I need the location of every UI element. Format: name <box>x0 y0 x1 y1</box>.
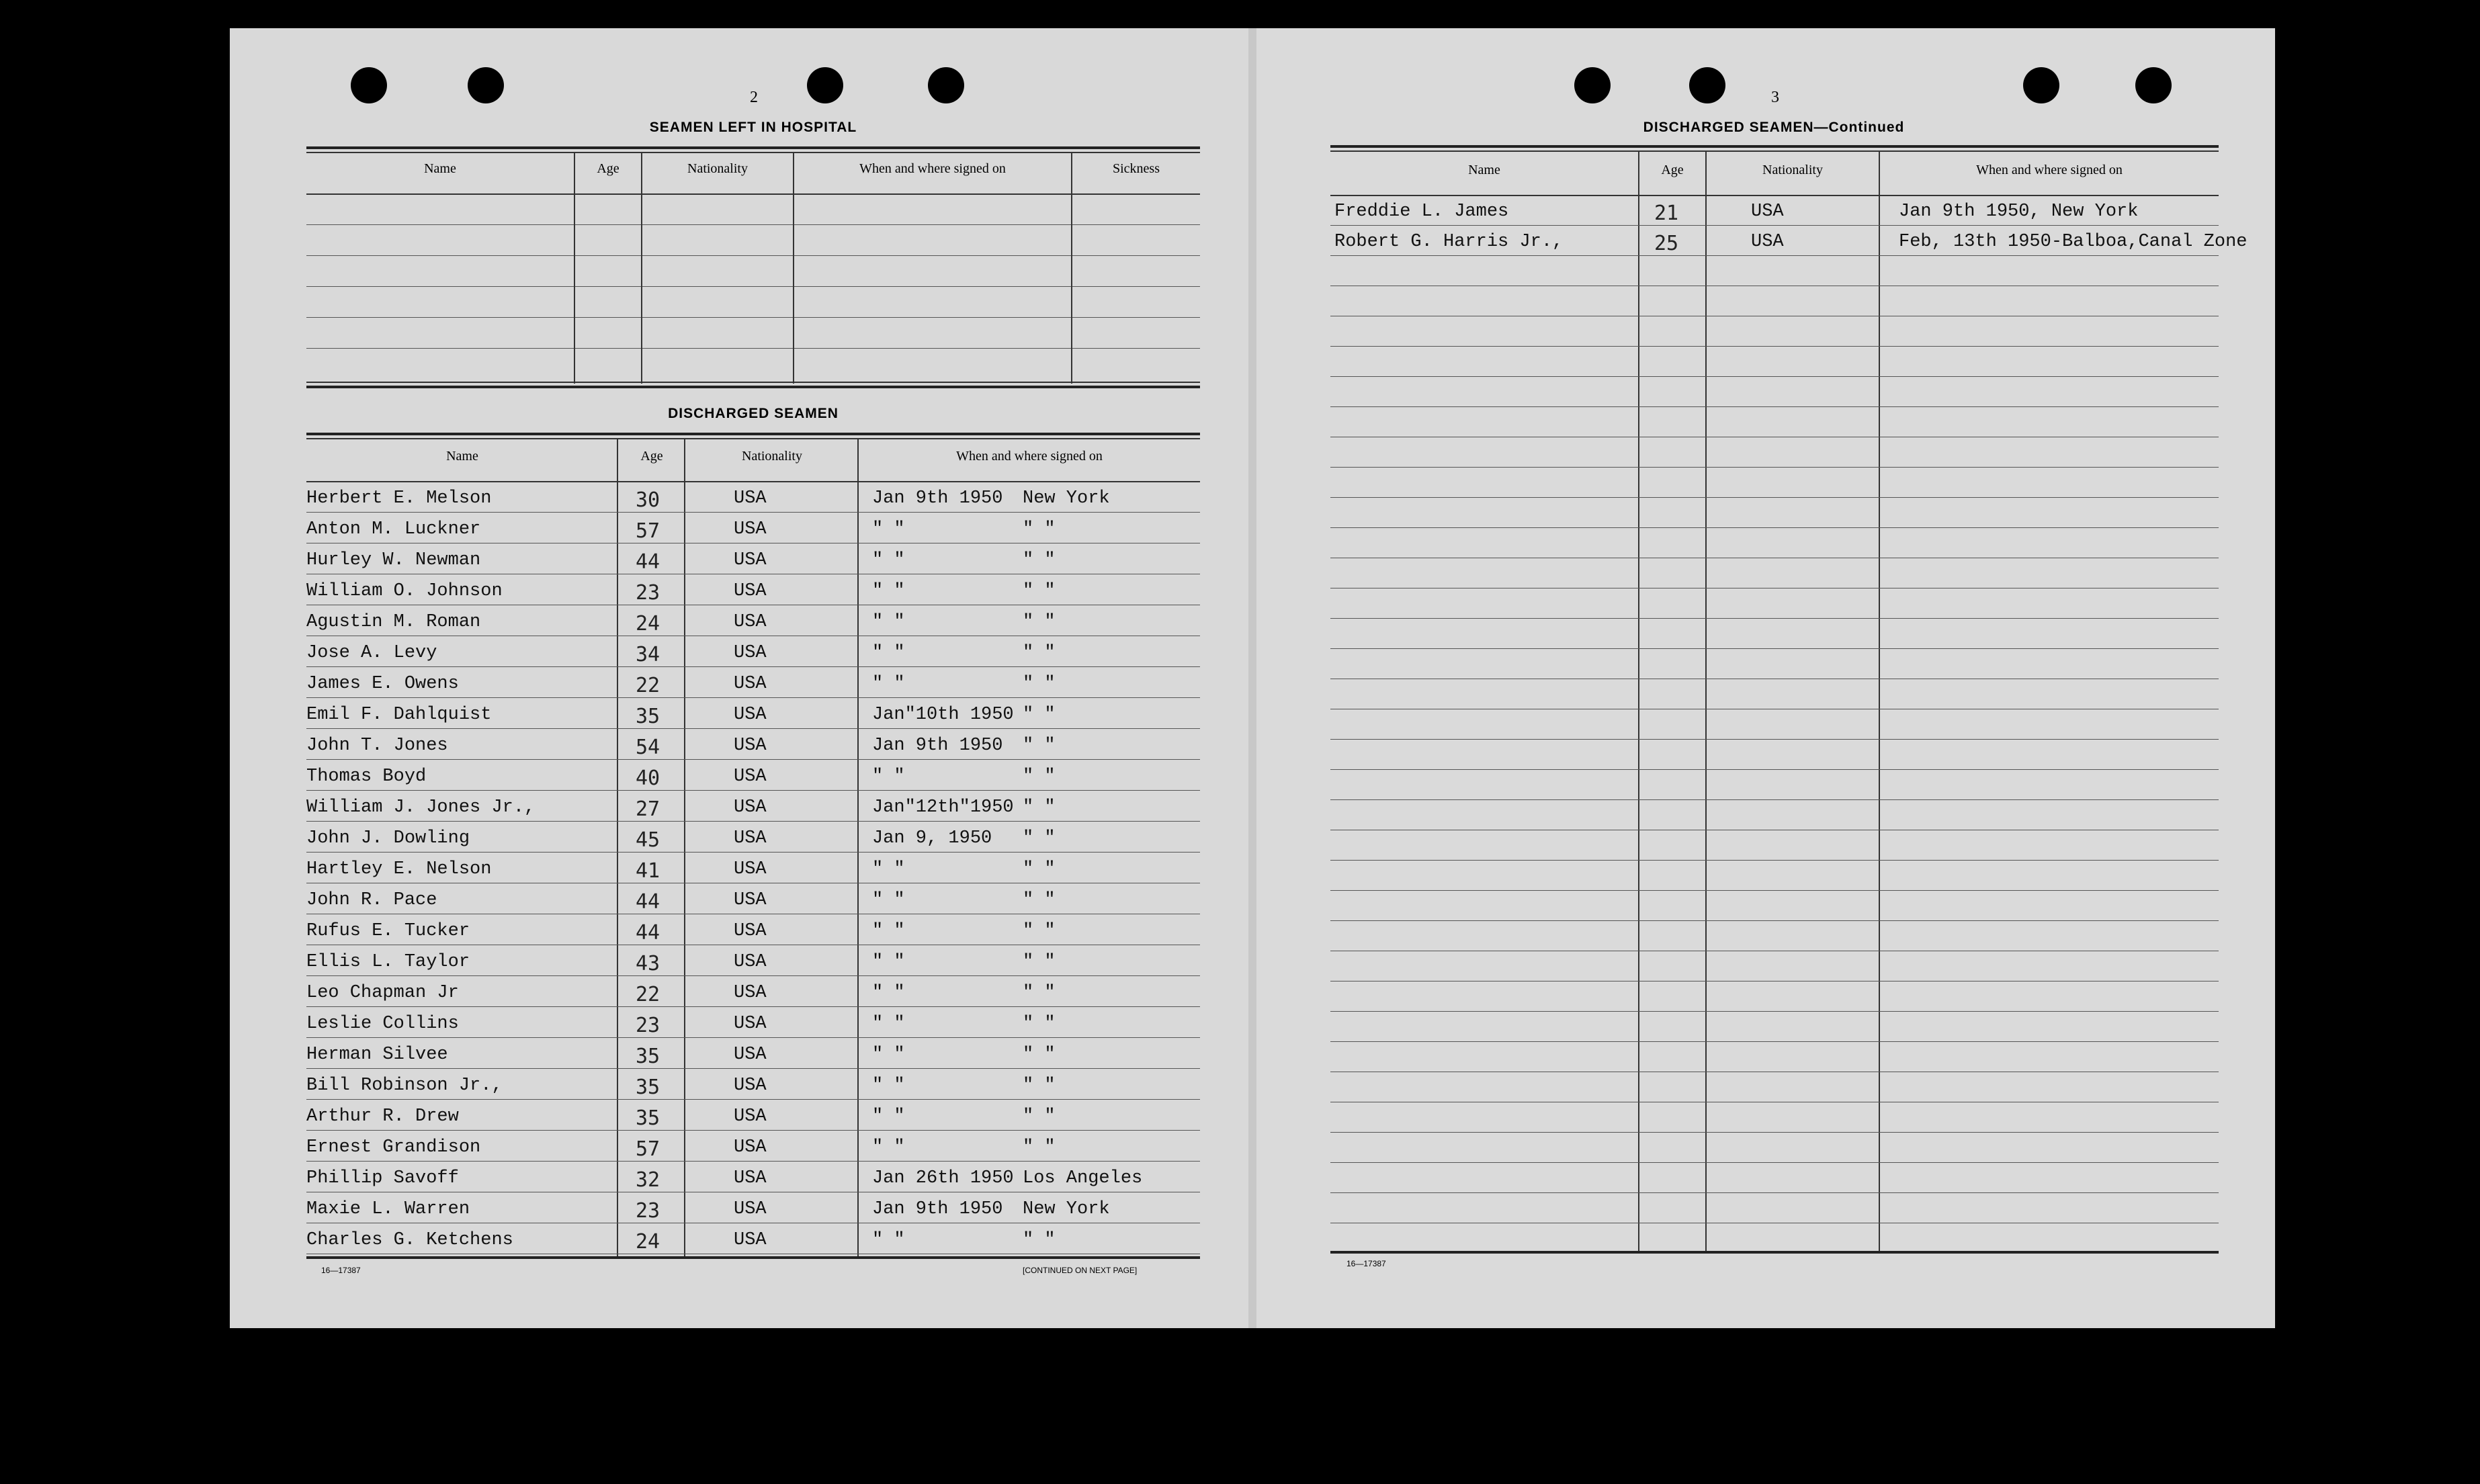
seaman-age: 35 <box>636 1106 660 1130</box>
signed-on-place: " " <box>1023 952 1056 972</box>
seaman-name: John R. Pace <box>306 890 437 910</box>
seaman-age: 22 <box>636 983 660 1006</box>
seaman-name: Robert G. Harris Jr., <box>1334 232 1564 252</box>
continued-col-signed-on: When and where signed on <box>1976 163 2123 177</box>
signed-on-place: " " <box>1023 890 1056 910</box>
seaman-name: Emil F. Dahlquist <box>306 705 492 725</box>
rule <box>306 382 1200 383</box>
hospital-section-title: SEAMEN LEFT IN HOSPITAL <box>649 120 857 135</box>
discharged-section-title: DISCHARGED SEAMEN <box>668 406 839 421</box>
seaman-age: 24 <box>636 612 660 636</box>
signed-on-date: Jan 26th 1950 <box>872 1168 1014 1188</box>
seaman-age: 35 <box>636 1045 660 1068</box>
seaman-age: 23 <box>636 1014 660 1037</box>
punch-hole <box>2135 67 2172 103</box>
signed-on-place: " " <box>1023 1137 1056 1158</box>
rule <box>306 152 1200 153</box>
seaman-age: 32 <box>636 1168 660 1192</box>
seaman-name: John T. Jones <box>306 736 448 756</box>
table-row-line <box>1330 920 2219 921</box>
table-row-line <box>306 821 1200 822</box>
seaman-name: Bill Robinson Jr., <box>306 1076 503 1096</box>
form-number: 16—17387 <box>321 1266 361 1275</box>
seaman-name: Thomas Boyd <box>306 767 427 787</box>
signed-on-place: " " <box>1023 612 1056 632</box>
signed-on-date: Jan"10th 1950 <box>872 705 1014 725</box>
signed-on-date: " " <box>872 519 905 539</box>
signed-on-place: Los Angeles <box>1023 1168 1143 1188</box>
seaman-name: Agustin M. Roman <box>306 612 481 632</box>
signed-on-date: Jan"12th"1950 <box>872 797 1014 818</box>
seaman-age: 57 <box>636 519 660 543</box>
rule <box>306 193 1200 195</box>
col-divider <box>641 152 642 384</box>
seaman-name: William J. Jones Jr., <box>306 797 536 818</box>
signed-on-date: Jan 9, 1950 <box>872 828 992 848</box>
punch-hole <box>468 67 504 103</box>
signed-on-place: " " <box>1023 921 1056 941</box>
seaman-name: Herbert E. Melson <box>306 488 492 509</box>
seaman-nationality: USA <box>734 581 767 601</box>
seaman-nationality: USA <box>734 797 767 818</box>
seaman-nationality: USA <box>734 859 767 879</box>
seaman-name: Phillip Savoff <box>306 1168 459 1188</box>
continued-col-name: Name <box>1468 163 1500 177</box>
table-row-line <box>1330 406 2219 407</box>
seaman-nationality: USA <box>734 1199 767 1219</box>
table-row-line <box>306 1130 1200 1131</box>
hospital-col-nationality: Nationality <box>687 161 748 176</box>
seaman-nationality: USA <box>734 1230 767 1250</box>
table-row-line <box>306 666 1200 667</box>
table-row-line <box>1330 648 2219 649</box>
seaman-name: James E. Owens <box>306 674 459 694</box>
rule <box>306 433 1200 435</box>
signed-on-date: Jan 9th 1950 <box>872 488 1003 509</box>
seaman-nationality: USA <box>734 1045 767 1065</box>
signed-on: Feb, 13th 1950-Balboa,Canal Zone <box>1899 232 2248 252</box>
seaman-nationality: USA <box>734 1106 767 1127</box>
table-row-line <box>306 1006 1200 1007</box>
seaman-nationality: USA <box>734 921 767 941</box>
seaman-name: Freddie L. James <box>1334 202 1509 222</box>
seaman-age: 54 <box>636 736 660 759</box>
signed-on-place: " " <box>1023 674 1056 694</box>
signed-on-date: " " <box>872 1045 905 1065</box>
signed-on-date: " " <box>872 890 905 910</box>
signed-on-place: " " <box>1023 581 1056 601</box>
col-divider <box>1071 152 1072 384</box>
table-row-line <box>306 1068 1200 1069</box>
hospital-col-age: Age <box>597 161 619 176</box>
table-row-line <box>306 1161 1200 1162</box>
seaman-name: Ellis L. Taylor <box>306 952 470 972</box>
seaman-nationality: USA <box>734 705 767 725</box>
form-number: 16—17387 <box>1346 1259 1386 1268</box>
seaman-nationality: USA <box>734 983 767 1003</box>
rule <box>1330 195 2219 196</box>
signed-on-date: " " <box>872 674 905 694</box>
table-row-line <box>306 317 1200 318</box>
seaman-name: Maxie L. Warren <box>306 1199 470 1219</box>
signed-on-place: " " <box>1023 1106 1056 1127</box>
rule <box>306 481 1200 482</box>
punch-hole <box>1689 67 1725 103</box>
signed-on-place: " " <box>1023 1014 1056 1034</box>
rule <box>306 1256 1200 1259</box>
signed-on-date: " " <box>872 1014 905 1034</box>
signed-on-place: " " <box>1023 705 1056 725</box>
table-row-line <box>1330 739 2219 740</box>
seaman-name: Anton M. Luckner <box>306 519 481 539</box>
seaman-nationality: USA <box>734 1076 767 1096</box>
rule <box>1330 145 2219 148</box>
discharged-col-nationality: Nationality <box>742 449 802 464</box>
signed-on-place: " " <box>1023 1045 1056 1065</box>
seaman-name: Herman Silvee <box>306 1045 448 1065</box>
seaman-nationality: USA <box>734 674 767 694</box>
punch-hole <box>807 67 843 103</box>
signed-on-date: " " <box>872 1076 905 1096</box>
table-row-line <box>1330 1162 2219 1163</box>
table-row-line <box>306 759 1200 760</box>
seaman-age: 44 <box>636 890 660 914</box>
seaman-age: 27 <box>636 797 660 821</box>
seaman-name: Jose A. Levy <box>306 643 437 663</box>
signed-on-date: " " <box>872 581 905 601</box>
seaman-age: 23 <box>636 581 660 605</box>
rule <box>306 386 1200 388</box>
hospital-col-sickness: Sickness <box>1113 161 1160 176</box>
signed-on-date: " " <box>872 767 905 787</box>
table-row-line <box>1330 497 2219 498</box>
seaman-nationality: USA <box>734 767 767 787</box>
seaman-nationality: USA <box>734 736 767 756</box>
rule <box>1330 150 2219 152</box>
seaman-age: 41 <box>636 859 660 883</box>
seaman-nationality: USA <box>734 1137 767 1158</box>
punch-hole <box>928 67 964 103</box>
seaman-name: Leslie Collins <box>306 1014 459 1034</box>
signed-on-place: " " <box>1023 736 1056 756</box>
seaman-age: 35 <box>636 1076 660 1099</box>
table-row-line <box>306 728 1200 729</box>
signed-on-place: " " <box>1023 550 1056 570</box>
continued-col-nationality: Nationality <box>1762 163 1823 177</box>
col-divider <box>684 438 685 1259</box>
signed-on-date: " " <box>872 1230 905 1250</box>
table-row-line <box>1330 255 2219 256</box>
discharged-col-name: Name <box>446 449 478 464</box>
seaman-nationality: USA <box>734 519 767 539</box>
table-row-line <box>306 286 1200 287</box>
signed-on-date: " " <box>872 1137 905 1158</box>
table-row-line <box>306 348 1200 349</box>
table-row-line <box>1330 799 2219 800</box>
col-divider <box>857 438 859 1259</box>
page-number: 2 <box>750 89 758 106</box>
seaman-age: 30 <box>636 488 660 512</box>
seaman-age: 22 <box>636 674 660 697</box>
seaman-age: 34 <box>636 643 660 666</box>
signed-on-place: " " <box>1023 643 1056 663</box>
hospital-col-name: Name <box>424 161 456 176</box>
table-row-line <box>1330 618 2219 619</box>
table-row-line <box>1330 376 2219 377</box>
signed-on-date: " " <box>872 1106 905 1127</box>
seaman-nationality: USA <box>1751 202 1784 222</box>
seaman-age: 57 <box>636 1137 660 1161</box>
seaman-nationality: USA <box>734 952 767 972</box>
table-row-line <box>306 790 1200 791</box>
signed-on-place: " " <box>1023 859 1056 879</box>
seaman-age: 44 <box>636 921 660 945</box>
table-row-line <box>1330 769 2219 770</box>
seaman-name: William O. Johnson <box>306 581 503 601</box>
discharged-col-age: Age <box>640 449 663 464</box>
seaman-age: 23 <box>636 1199 660 1223</box>
table-row-line <box>306 697 1200 698</box>
signed-on-date: " " <box>872 921 905 941</box>
rule <box>306 146 1200 149</box>
col-divider <box>617 438 618 1259</box>
table-row-line <box>306 852 1200 853</box>
table-row-line <box>1330 1132 2219 1133</box>
signed-on-place: " " <box>1023 519 1056 539</box>
seaman-name: Ernest Grandison <box>306 1137 481 1158</box>
signed-on-place: New York <box>1023 488 1110 509</box>
table-row-line <box>306 975 1200 976</box>
table-row-line <box>1330 890 2219 891</box>
discharged-col-signed-on: When and where signed on <box>956 449 1103 464</box>
signed-on: Jan 9th 1950, New York <box>1899 202 2139 222</box>
signed-on-date: " " <box>872 983 905 1003</box>
seaman-name: Arthur R. Drew <box>306 1106 459 1127</box>
rule <box>1330 1251 2219 1254</box>
seaman-age: 40 <box>636 767 660 790</box>
hospital-col-signed-on: When and where signed on <box>859 161 1006 176</box>
signed-on-place: " " <box>1023 828 1056 848</box>
signed-on-place: New York <box>1023 1199 1110 1219</box>
seaman-nationality: USA <box>734 612 767 632</box>
col-divider <box>574 152 575 384</box>
signed-on-date: " " <box>872 643 905 663</box>
table-row-line <box>306 224 1200 225</box>
seaman-name: Hartley E. Nelson <box>306 859 492 879</box>
continued-col-age: Age <box>1661 163 1684 177</box>
punch-hole <box>2023 67 2059 103</box>
signed-on-date: Jan 9th 1950 <box>872 1199 1003 1219</box>
signed-on-place: " " <box>1023 983 1056 1003</box>
seaman-age: 43 <box>636 952 660 975</box>
signed-on-date: " " <box>872 612 905 632</box>
signed-on-place: " " <box>1023 767 1056 787</box>
table-row-line <box>1330 860 2219 861</box>
table-row-line <box>1330 225 2219 226</box>
seaman-age: 45 <box>636 828 660 852</box>
signed-on-date: " " <box>872 859 905 879</box>
signed-on-date: Jan 9th 1950 <box>872 736 1003 756</box>
table-row-line <box>306 1037 1200 1038</box>
punch-hole <box>1574 67 1611 103</box>
table-row-line <box>306 255 1200 256</box>
table-row-line <box>1330 467 2219 468</box>
seaman-nationality: USA <box>734 1168 767 1188</box>
rule <box>306 438 1200 439</box>
table-row-line <box>1330 1041 2219 1042</box>
seaman-age: 35 <box>636 705 660 728</box>
seaman-nationality: USA <box>734 550 767 570</box>
signed-on-date: " " <box>872 952 905 972</box>
punch-hole <box>351 67 387 103</box>
seaman-nationality: USA <box>734 828 767 848</box>
continued-section-title: DISCHARGED SEAMEN—Continued <box>1643 120 1905 135</box>
col-divider <box>793 152 794 384</box>
seaman-nationality: USA <box>1751 232 1784 252</box>
page-number: 3 <box>1771 89 1779 106</box>
seaman-age: 21 <box>1654 202 1679 225</box>
table-row-line <box>1330 1011 2219 1012</box>
table-row-line <box>1330 1192 2219 1193</box>
continued-note: [CONTINUED ON NEXT PAGE] <box>1023 1266 1138 1275</box>
seaman-nationality: USA <box>734 1014 767 1034</box>
signed-on-place: " " <box>1023 1230 1056 1250</box>
seaman-age: 24 <box>636 1230 660 1254</box>
page-gutter <box>1248 28 1256 1328</box>
seaman-name: Charles G. Ketchens <box>306 1230 513 1250</box>
table-row-line <box>306 1099 1200 1100</box>
table-row-line <box>306 512 1200 513</box>
signed-on-place: " " <box>1023 1076 1056 1096</box>
seaman-nationality: USA <box>734 890 767 910</box>
seaman-name: Hurley W. Newman <box>306 550 481 570</box>
table-row-line <box>1330 346 2219 347</box>
signed-on-date: " " <box>872 550 905 570</box>
seaman-age: 44 <box>636 550 660 574</box>
table-row-line <box>1330 527 2219 528</box>
seaman-name: Rufus E. Tucker <box>306 921 470 941</box>
seaman-name: Leo Chapman Jr <box>306 983 459 1003</box>
seaman-name: John J. Dowling <box>306 828 470 848</box>
seaman-nationality: USA <box>734 488 767 509</box>
signed-on-place: " " <box>1023 797 1056 818</box>
seaman-nationality: USA <box>734 643 767 663</box>
seaman-age: 25 <box>1654 232 1679 255</box>
